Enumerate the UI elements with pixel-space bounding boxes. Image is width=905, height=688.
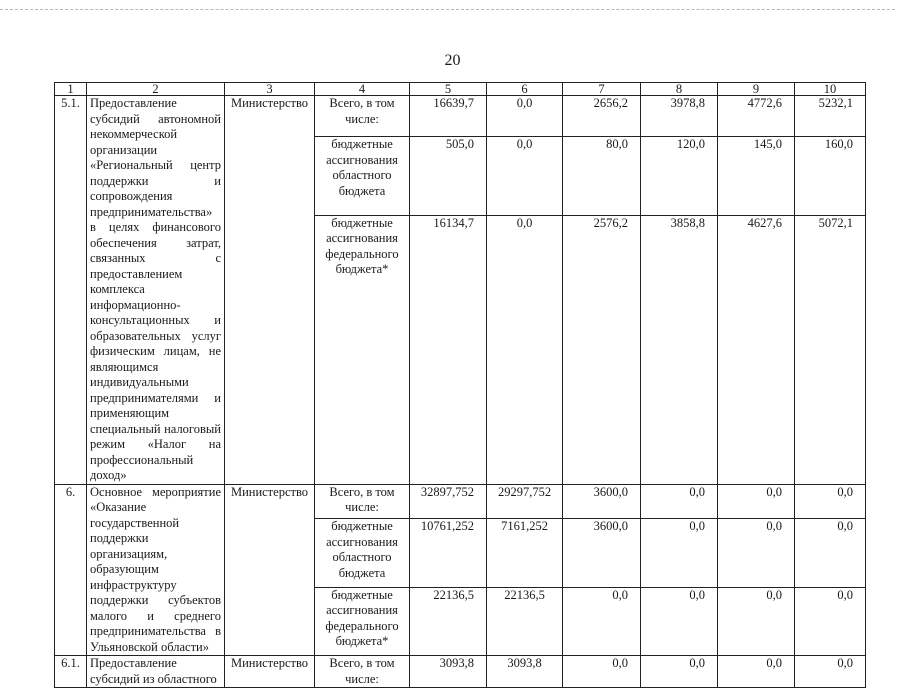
item-executor: Министерство <box>225 484 315 656</box>
value-cell: 0,0 <box>563 587 641 655</box>
value-cell: 16134,7 <box>410 215 487 484</box>
value-cell: 3093,8 <box>487 656 563 688</box>
value-cell: 22136,5 <box>487 587 563 655</box>
value-cell: 3858,8 <box>641 215 718 484</box>
column-header: 4 <box>315 83 410 96</box>
value-cell: 0,0 <box>563 656 641 688</box>
value-cell: 3600,0 <box>563 484 641 519</box>
value-cell: 5232,1 <box>795 96 866 137</box>
column-header: 5 <box>410 83 487 96</box>
value-cell: 0,0 <box>641 484 718 519</box>
value-cell: 10761,252 <box>410 519 487 587</box>
funding-label: Всего, в том числе: <box>315 96 410 137</box>
table-row <box>55 484 866 519</box>
value-cell: 120,0 <box>641 137 718 216</box>
value-cell: 4772,6 <box>718 96 795 137</box>
funding-label: бюджетные ассигнования областного бюджета <box>315 137 410 216</box>
table-row <box>55 96 866 137</box>
value-cell: 5072,1 <box>795 215 866 484</box>
column-header: 9 <box>718 83 795 96</box>
funding-label: бюджетные ассигнования федерального бюджета* <box>315 215 410 484</box>
scan-top-edge <box>0 9 895 10</box>
value-cell: 3093,8 <box>410 656 487 688</box>
column-header: 10 <box>795 83 866 96</box>
value-cell: 0,0 <box>487 96 563 137</box>
column-header-row <box>55 83 866 96</box>
value-cell: 2576,2 <box>563 215 641 484</box>
value-cell: 0,0 <box>487 137 563 216</box>
value-cell: 0,0 <box>718 587 795 655</box>
item-executor: Министерство <box>225 656 315 688</box>
value-cell: 2656,2 <box>563 96 641 137</box>
funding-label: бюджетные ассигнования областного бюджета <box>315 519 410 587</box>
column-header: 2 <box>87 83 225 96</box>
value-cell: 0,0 <box>718 519 795 587</box>
value-cell: 0,0 <box>795 484 866 519</box>
value-cell: 22136,5 <box>410 587 487 655</box>
value-cell: 0,0 <box>641 656 718 688</box>
value-cell: 505,0 <box>410 137 487 216</box>
value-cell: 0,0 <box>641 519 718 587</box>
column-header: 8 <box>641 83 718 96</box>
column-header: 3 <box>225 83 315 96</box>
item-name: Предоставление субсидий автономной некоммерческой организации «Региональный центр поддержки и сопровождения предпринимательства» в целях финансового обеспечения затрат, связанных с предоставлением комплекса информационно-консультационных и образовательных услуг физическим лицам, не являющимся индивидуальными предпринимателями и применяющим специальный налоговый режим «Налог на профессиональный доход» <box>87 96 225 485</box>
funding-label: Всего, в том числе: <box>315 656 410 688</box>
funding-label: Всего, в том числе: <box>315 484 410 519</box>
item-name: Предоставление субсидий из областного <box>87 656 225 688</box>
value-cell: 4627,6 <box>718 215 795 484</box>
value-cell: 0,0 <box>718 484 795 519</box>
value-cell: 0,0 <box>795 656 866 688</box>
value-cell: 16639,7 <box>410 96 487 137</box>
column-header: 7 <box>563 83 641 96</box>
value-cell: 80,0 <box>563 137 641 216</box>
column-header: 6 <box>487 83 563 96</box>
item-number: 6. <box>55 484 87 656</box>
value-cell: 145,0 <box>718 137 795 216</box>
value-cell: 0,0 <box>487 215 563 484</box>
value-cell: 0,0 <box>641 587 718 655</box>
item-number: 6.1. <box>55 656 87 688</box>
value-cell: 32897,752 <box>410 484 487 519</box>
column-header: 1 <box>55 83 87 96</box>
table-row <box>55 656 866 688</box>
value-cell: 3978,8 <box>641 96 718 137</box>
page-number: 20 <box>444 52 461 69</box>
value-cell: 0,0 <box>795 519 866 587</box>
item-executor: Министерство <box>225 96 315 485</box>
item-name: Основное мероприятие «Оказание государственной поддержки организациям, образующим инфраструктуру поддержки субъектов малого и среднего предпринимательства в Ульяновской области» <box>87 484 225 656</box>
value-cell: 0,0 <box>795 587 866 655</box>
value-cell: 160,0 <box>795 137 866 216</box>
value-cell: 0,0 <box>718 656 795 688</box>
program-table <box>54 82 866 688</box>
value-cell: 29297,752 <box>487 484 563 519</box>
item-number: 5.1. <box>55 96 87 485</box>
value-cell: 7161,252 <box>487 519 563 587</box>
value-cell: 3600,0 <box>563 519 641 587</box>
funding-label: бюджетные ассигнования федерального бюджета* <box>315 587 410 655</box>
